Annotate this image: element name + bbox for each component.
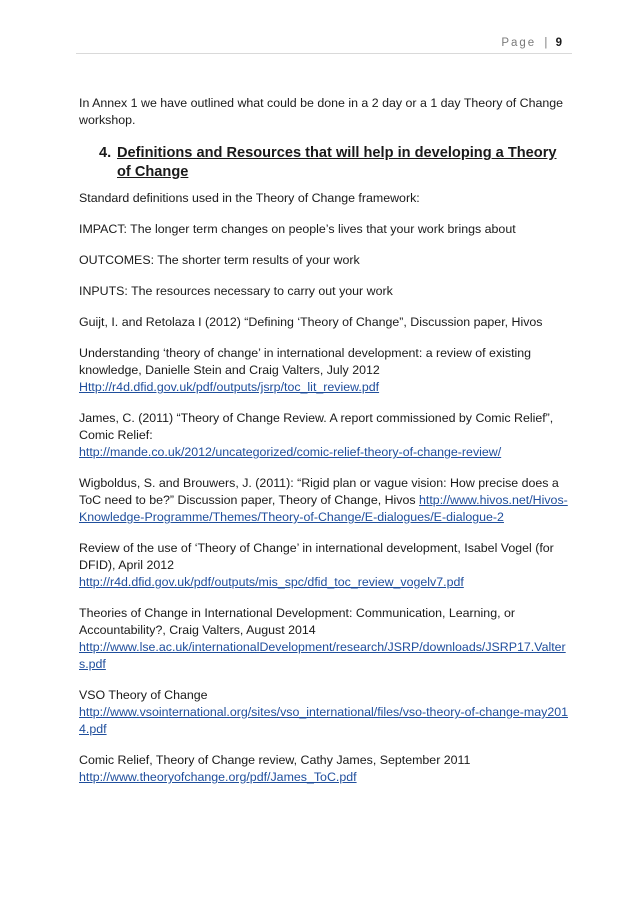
reference-text: Wigboldus, S. and Brouwers, J. (2011): “Rigid plan or vague vision: How precise does a ToC need to be?” Discussion paper, Theory of Change, Hivos [79, 476, 559, 507]
section-title: Definitions and Resources that will help in developing a Theory of Change [117, 145, 557, 180]
definition-inputs: INPUTS: The resources necessary to carry out your work [79, 284, 393, 298]
reference-item [79, 687, 571, 738]
reference-item [79, 752, 571, 786]
reference-item [79, 475, 571, 526]
definition-impact: IMPACT: The longer term changes on people’s lives that your work brings about [79, 222, 516, 236]
reference-text: Comic Relief, Theory of Change review, Cathy James, September 2011 [79, 753, 471, 767]
reference-text: James, C. (2011) “Theory of Change Review. A report commissioned by Comic Relief”, Comic Relief: [79, 411, 554, 442]
definitions-lead: Standard definitions used in the Theory of Change framework: [79, 191, 420, 205]
page-number: 9 [555, 37, 562, 49]
reference-text: Review of the use of ‘Theory of Change’ in international development, Isabel Vogel (for DFID), April 2012 [79, 541, 554, 572]
reference-item [79, 540, 571, 591]
reference-item [79, 410, 571, 461]
reference-text: Guijt, I. and Retolaza I (2012) “Defining ‘Theory of Change”, Discussion paper, Hivos [79, 315, 543, 329]
reference-text: Theories of Change in International Development: Communication, Learning, or Accountability?, Craig Valters, August 2014 [79, 606, 515, 637]
page-separator: | [544, 37, 548, 49]
reference-link[interactable]: Http://r4d.dfid.gov.uk/pdf/outputs/jsrp/toc_lit_review.pdf [79, 380, 380, 394]
reference-item [79, 314, 571, 331]
page-body [79, 95, 571, 800]
reference-item [79, 605, 571, 673]
reference-item [79, 345, 571, 396]
reference-text: Understanding ‘theory of change’ in international development: a review of existing knowledge, Danielle Stein and Craig Valters, July 2012 [79, 346, 532, 377]
header-rule [76, 53, 572, 54]
reference-text: VSO Theory of Change [79, 688, 208, 702]
reference-link[interactable]: http://mande.co.uk/2012/uncategorized/comic-relief-theory-of-change-review/ [79, 445, 502, 459]
reference-link[interactable]: http://www.hivos.net/Hivos-Knowledge-Programme/Themes/Theory-of-Change/E-dialogues/E-dialogue-2 [79, 493, 568, 524]
intro-paragraph: In Annex 1 we have outlined what could be done in a 2 day or a 1 day Theory of Change workshop. [79, 96, 564, 127]
reference-link[interactable]: http://www.theoryofchange.org/pdf/James_ToC.pdf [79, 770, 357, 784]
reference-link[interactable]: http://www.lse.ac.uk/internationalDevelopment/research/JSRP/downloads/JSRP17.Valters.pdf [79, 640, 566, 671]
page-label: Page [501, 37, 537, 49]
section-number: 4. [99, 145, 112, 161]
section-heading [99, 144, 571, 182]
definition-outcomes: OUTCOMES: The shorter term results of your work [79, 253, 360, 267]
reference-link[interactable]: http://r4d.dfid.gov.uk/pdf/outputs/mis_spc/dfid_toc_review_vogelv7.pdf [79, 575, 464, 589]
page-header [501, 37, 562, 49]
reference-link[interactable]: http://www.vsointernational.org/sites/vso_international/files/vso-theory-of-change-may2014.pdf [79, 705, 568, 736]
